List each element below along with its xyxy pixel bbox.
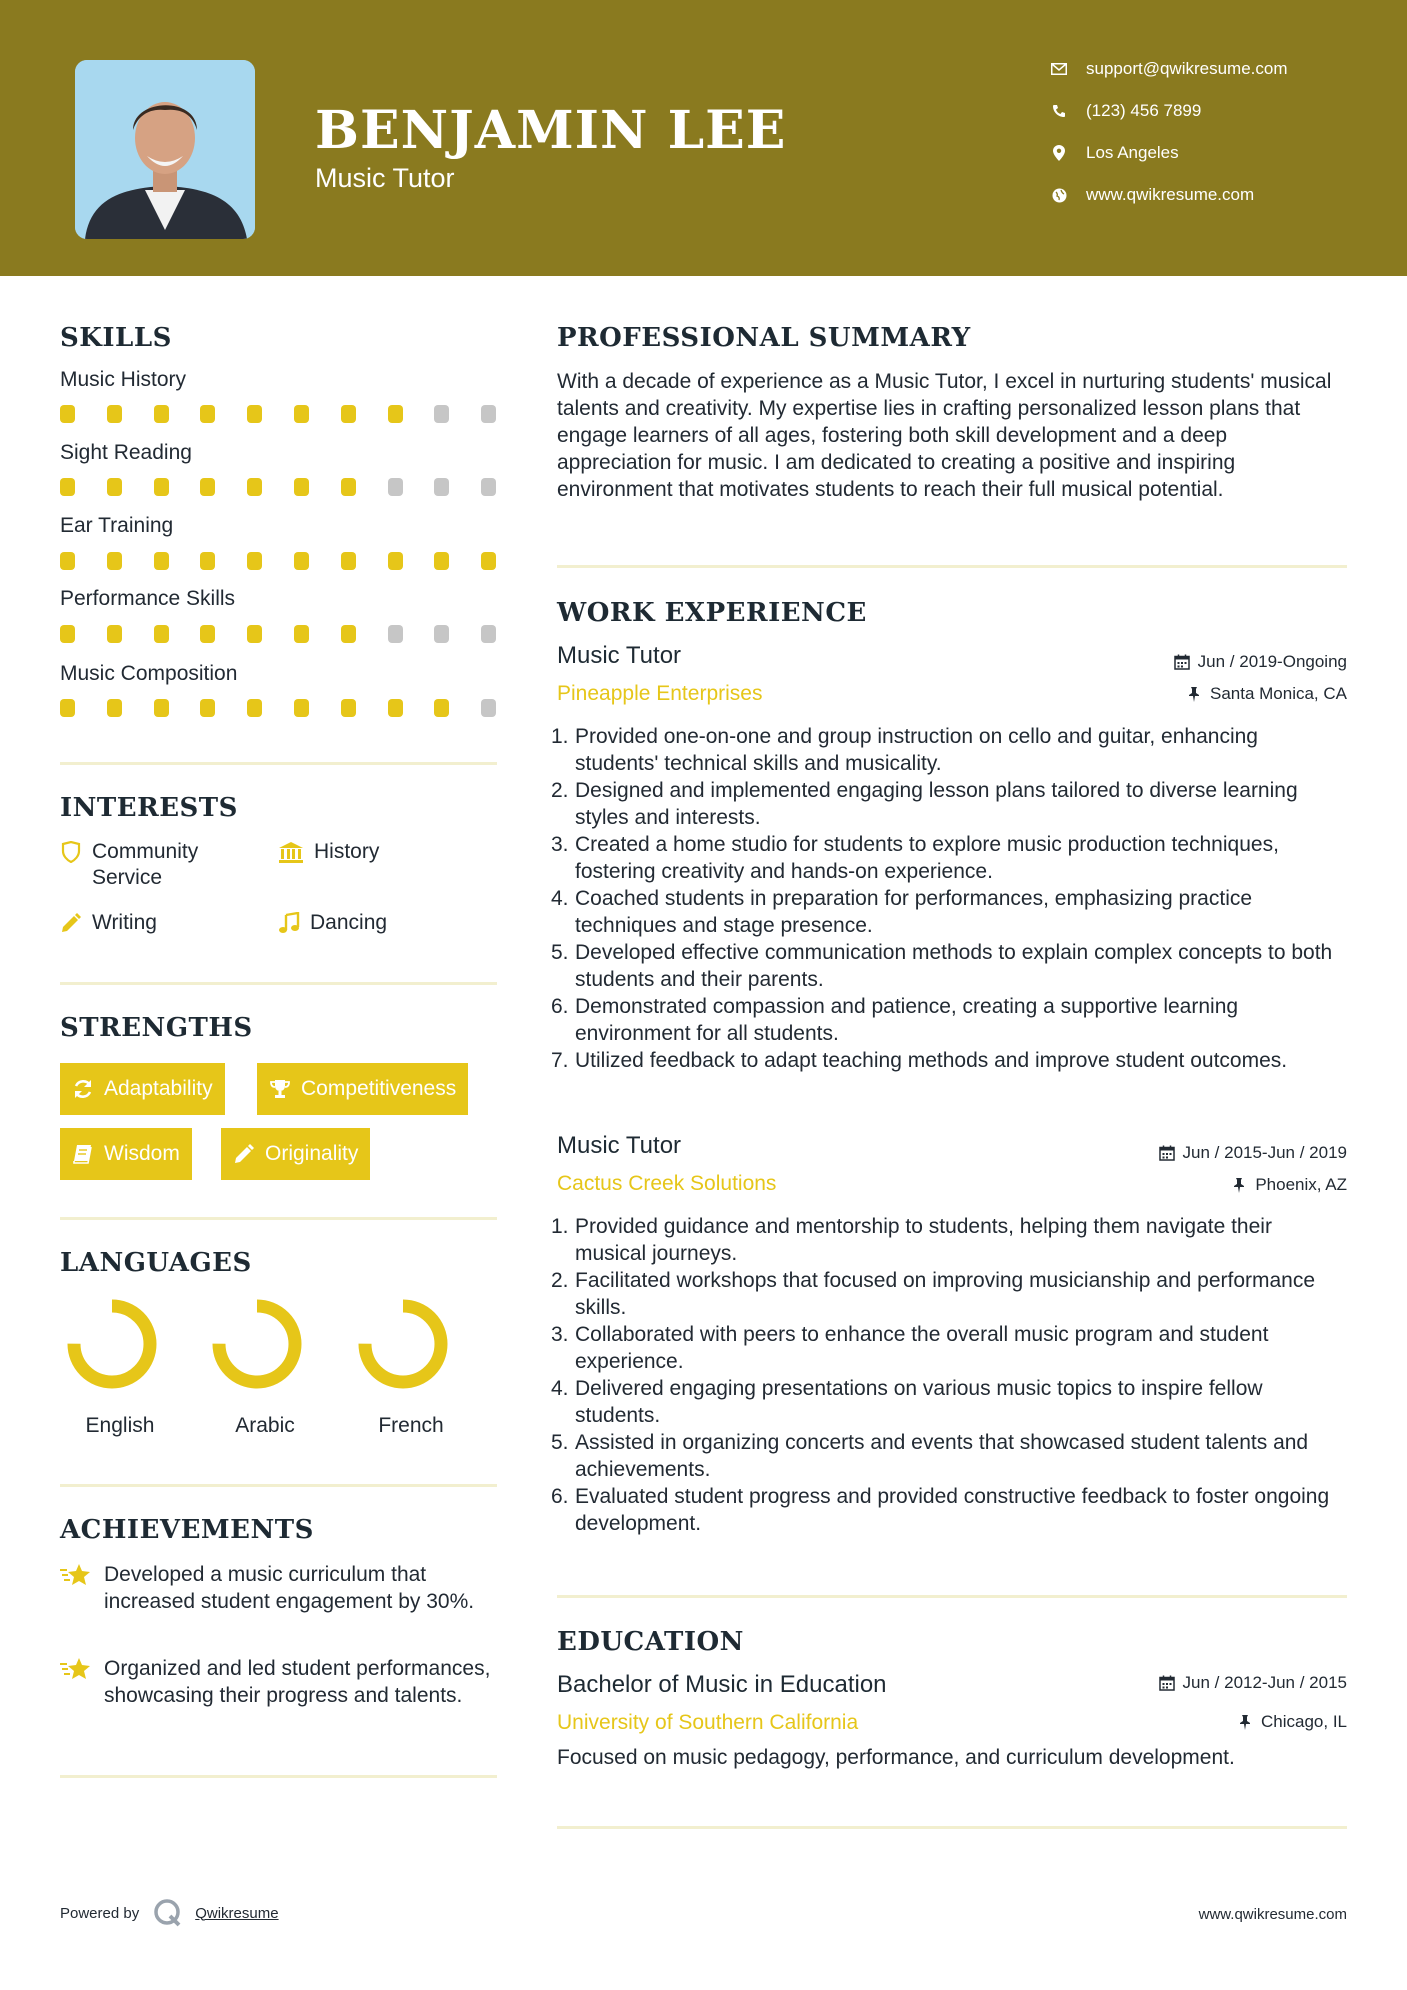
skill-dot-filled (200, 478, 215, 496)
skill-rating (60, 625, 500, 643)
skill-dot-filled (341, 405, 356, 423)
skill-dot-empty (481, 625, 496, 643)
skill-dot-filled (388, 552, 403, 570)
skill-dot-filled (341, 699, 356, 717)
skill-dot-filled (200, 405, 215, 423)
strength-label: Adaptability (104, 1077, 213, 1100)
duty-item: 6. Demonstrated compassion and patience, creating a supportive learning environment for all students. (551, 995, 1239, 1045)
language-name: Arabic (235, 1414, 295, 1437)
job-duties (551, 1213, 1347, 1537)
contact-email-text: support@qwikresume.com (1086, 59, 1288, 78)
contact-email[interactable] (1050, 54, 1288, 84)
language-name: English (85, 1414, 155, 1437)
education-dates-text: Jun / 2012-Jun / 2015 (1182, 1673, 1347, 1692)
strengths-heading: STRENGTHS (60, 1013, 253, 1043)
trophy-icon (269, 1078, 291, 1100)
languages-heading: LANGUAGES (60, 1248, 252, 1278)
skill-dot-filled (388, 699, 403, 717)
job-company: Cactus Creek Solutions (557, 1172, 777, 1195)
skill-rating (60, 405, 500, 423)
footer-website[interactable]: www.qwikresume.com (1198, 1906, 1347, 1923)
skill-dot-empty (388, 478, 403, 496)
skill-dot-filled (481, 552, 496, 570)
skill-dot-filled (154, 405, 169, 423)
skill-dot-filled (294, 478, 309, 496)
summary-heading: PROFESSIONAL SUMMARY (557, 323, 971, 353)
skill-rating (60, 478, 500, 496)
interest-item (278, 910, 387, 936)
interest-label: Dancing (310, 911, 388, 934)
achievement-text: Organized and led student performances, showcasing their progress and talents. (104, 1657, 491, 1707)
candidate-title: Music Tutor (315, 163, 455, 193)
music-note-icon (278, 912, 300, 934)
skill-dot-filled (294, 552, 309, 570)
map-marker-icon (1050, 144, 1068, 162)
strength-badge (60, 1063, 225, 1115)
duty-item: 4. Coached students in preparation for performances, emphasizing practice techniques and stage presence. (551, 887, 1253, 937)
section-divider (60, 1484, 497, 1487)
strength-badge (60, 1128, 192, 1180)
skill-dot-filled (247, 625, 262, 643)
skill-dot-empty (388, 625, 403, 643)
achievement-item (60, 1561, 500, 1615)
resume-header (0, 0, 1407, 276)
duty-item: 5. Assisted in organizing concerts and events that showcased student talents and achievements. (551, 1431, 1309, 1481)
qwikresume-logo-icon (153, 1898, 183, 1928)
skill-rating (60, 552, 500, 570)
skill-dot-filled (247, 699, 262, 717)
skill-name: Ear Training (60, 514, 174, 537)
interest-label: Community Service (92, 840, 199, 889)
calendar-icon (1159, 1145, 1175, 1161)
envelope-icon (1050, 60, 1068, 78)
skill-dot-filled (107, 405, 122, 423)
skill-dot-filled (341, 625, 356, 643)
job-dates-text: Jun / 2019-Ongoing (1197, 652, 1347, 671)
profile-photo (75, 60, 255, 239)
achievement-text: Developed a music curriculum that increased student engagement by 30%. (104, 1563, 475, 1613)
duty-item: 1. Provided one-on-one and group instruction on cello and guitar, enhancing students' technical skills and musicality. (551, 725, 1258, 775)
education-heading: EDUCATION (557, 1627, 744, 1657)
language-name: French (378, 1414, 444, 1437)
job-dates (1159, 1143, 1347, 1163)
education-location (1237, 1712, 1347, 1732)
job-duties (551, 723, 1347, 1074)
duty-item: 5. Developed effective communication methods to explain complex concepts to both students and their parents. (551, 941, 1333, 991)
skill-dot-filled (60, 625, 75, 643)
globe-icon (1050, 186, 1068, 204)
star-icon (60, 1655, 92, 1685)
skill-dot-filled (247, 478, 262, 496)
skill-dot-empty (481, 478, 496, 496)
contact-phone-text: (123) 456 7899 (1086, 101, 1202, 120)
skill-name: Sight Reading (60, 441, 192, 464)
skill-dot-filled (200, 699, 215, 717)
calendar-icon (1159, 1675, 1175, 1691)
section-divider (60, 1775, 497, 1778)
education-school: University of Southern California (557, 1711, 859, 1734)
footer-powered-by (60, 1898, 279, 1928)
section-divider (557, 565, 1347, 568)
powered-by-text: Powered by (60, 1904, 140, 1922)
skill-dot-filled (341, 552, 356, 570)
interests-heading: INTERESTS (60, 793, 238, 823)
skill-dot-filled (154, 699, 169, 717)
duty-item: 4. Delivered engaging presentations on various music topics to inspire fellow students. (551, 1377, 1263, 1427)
job-dates (1174, 652, 1347, 672)
calendar-icon (1174, 654, 1190, 670)
interest-label: History (314, 840, 380, 863)
contact-location (1050, 138, 1179, 168)
achievements-heading: ACHIEVEMENTS (60, 1515, 314, 1545)
pin-icon (1237, 1714, 1253, 1730)
skill-dot-filled (434, 552, 449, 570)
pencil-icon (233, 1143, 255, 1165)
summary-text: With a decade of experience as a Music Tutor, I excel in nurturing students' musical talents and creativity. My expertise lies in crafting personalized lesson plans that engage learners of all ages, fostering both skill development and a deep appreciation for music. I am dedicated to creating a positive and inspiring environment that motivates students to reach their full musical potential. (557, 370, 1332, 501)
skill-dot-empty (481, 405, 496, 423)
language-gauge (57, 1298, 167, 1394)
duty-item: 2. Designed and implemented engaging lesson plans tailored to diverse learning styles and interests. (551, 779, 1298, 829)
skill-dot-filled (247, 405, 262, 423)
skill-dot-filled (107, 552, 122, 570)
pin-icon (1186, 686, 1202, 702)
skill-dot-filled (107, 699, 122, 717)
language-gauge (348, 1298, 458, 1394)
skill-dot-filled (60, 405, 75, 423)
skill-name: Music Composition (60, 662, 238, 685)
skill-dot-filled (247, 552, 262, 570)
skill-dot-filled (294, 625, 309, 643)
job-company: Pineapple Enterprises (557, 682, 763, 705)
job-dates-text: Jun / 2015-Jun / 2019 (1182, 1143, 1347, 1162)
pencil-icon (60, 912, 82, 934)
skill-rating (60, 699, 500, 717)
skill-dot-empty (434, 478, 449, 496)
skill-dot-filled (200, 625, 215, 643)
pin-icon (1231, 1177, 1247, 1193)
education-location-text: Chicago, IL (1261, 1712, 1347, 1731)
skill-dot-filled (107, 625, 122, 643)
skill-dot-filled (434, 699, 449, 717)
education-dates (1159, 1673, 1347, 1693)
language-gauge (202, 1298, 312, 1394)
job-title: Music Tutor (557, 642, 682, 669)
education-description: Focused on music pedagogy, performance, and curriculum development. (557, 1746, 1235, 1769)
contact-location-text: Los Angeles (1086, 143, 1179, 162)
interest-item (60, 839, 260, 891)
interest-item (60, 910, 157, 936)
skill-dot-filled (107, 478, 122, 496)
skill-dot-filled (154, 625, 169, 643)
skill-dot-filled (341, 478, 356, 496)
skill-dot-empty (434, 625, 449, 643)
strength-label: Competitiveness (301, 1077, 457, 1100)
skill-dot-filled (200, 552, 215, 570)
contact-website-text: www.qwikresume.com (1086, 185, 1255, 204)
brand-link[interactable]: Qwikresume (195, 1904, 279, 1922)
skills-heading: SKILLS (60, 323, 172, 353)
skill-name: Performance Skills (60, 587, 236, 610)
job-location-text: Santa Monica, CA (1209, 684, 1347, 703)
duty-item: 6. Evaluated student progress and provided constructive feedback to foster ongoing development. (551, 1485, 1330, 1535)
skill-dot-empty (434, 405, 449, 423)
skill-dot-filled (294, 699, 309, 717)
strength-badge (257, 1063, 468, 1115)
skill-name: Music History (60, 368, 187, 391)
strength-label: Wisdom (104, 1142, 180, 1165)
section-divider (60, 762, 497, 765)
job-location-text: Phoenix, AZ (1255, 1175, 1347, 1194)
job-location (1231, 1175, 1347, 1195)
refresh-icon (72, 1078, 94, 1100)
education-degree: Bachelor of Music in Education (557, 1671, 887, 1698)
interest-label: Writing (92, 911, 157, 934)
duty-item: 1. Provided guidance and mentorship to students, helping them navigate their musical journeys. (551, 1215, 1272, 1265)
star-icon (60, 1561, 92, 1591)
duty-item: 3. Created a home studio for students to explore music production techniques, fostering creativity and hands-on experience. (551, 833, 1279, 883)
candidate-name: BENJAMIN LEE (315, 100, 787, 161)
bank-icon (278, 841, 304, 863)
experience-heading: WORK EXPERIENCE (557, 598, 867, 628)
job-location (1186, 684, 1347, 704)
phone-icon (1050, 102, 1068, 120)
section-divider (557, 1826, 1347, 1829)
strength-label: Originality (265, 1142, 359, 1165)
skill-dot-filled (154, 552, 169, 570)
contact-website[interactable] (1050, 180, 1254, 210)
skill-dot-filled (60, 699, 75, 717)
job-title: Music Tutor (557, 1132, 682, 1159)
skill-dot-filled (60, 478, 75, 496)
section-divider (557, 1595, 1347, 1598)
section-divider (60, 1217, 497, 1220)
duty-item: 3. Collaborated with peers to enhance the overall music program and student experience. (551, 1323, 1269, 1373)
section-divider (60, 982, 497, 985)
achievement-item (60, 1655, 500, 1709)
contact-phone[interactable] (1050, 96, 1201, 126)
skill-dot-empty (481, 699, 496, 717)
interest-item (278, 839, 379, 865)
shield-icon (60, 841, 82, 863)
strength-badge (221, 1128, 370, 1180)
duty-item: 7. Utilized feedback to adapt teaching methods and improve student outcomes. (551, 1049, 1288, 1072)
skill-dot-filled (294, 405, 309, 423)
skill-dot-filled (60, 552, 75, 570)
book-icon (72, 1143, 94, 1165)
duty-item: 2. Facilitated workshops that focused on improving musicianship and performance skills. (551, 1269, 1316, 1319)
skill-dot-filled (388, 405, 403, 423)
skill-dot-filled (154, 478, 169, 496)
